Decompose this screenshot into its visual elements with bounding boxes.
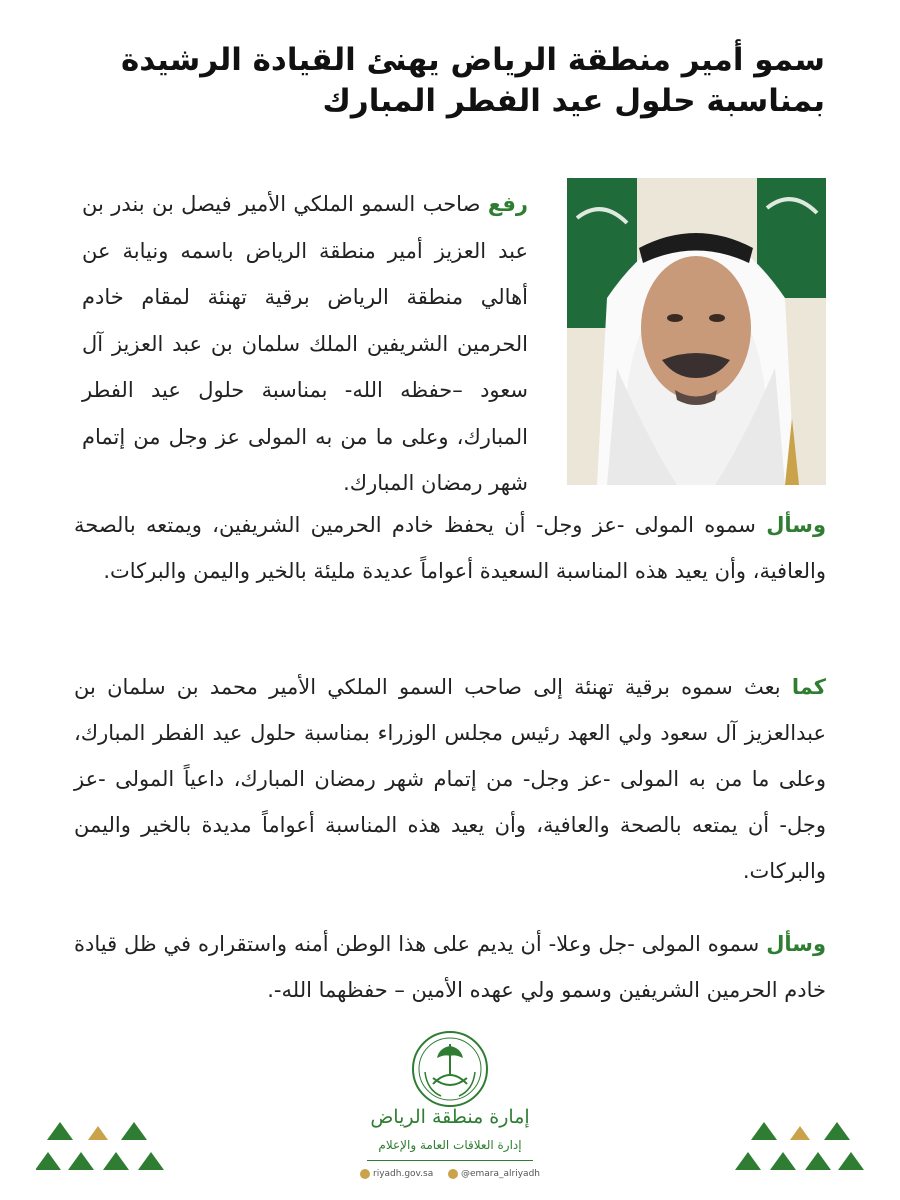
triangle-shape xyxy=(805,1152,831,1170)
triangle-shape xyxy=(824,1122,850,1140)
paragraph-text: صاحب السمو الملكي الأمير فيصل بن بندر بن عبد العزيز أمير منطقة الرياض باسمه ونيابة عن أهالي منطقة الرياض برقية تهنئة لمقام خادم الحرمين الشريفين الملك سلمان بن عبد العزيز آل سعود –حفظه الله- بمناسبة حلول عيد الفطر المبارك، وعلى ما من به المولى عز وجل من إتمام شهر رمضان المبارك. xyxy=(82,192,528,495)
triangle-shape xyxy=(751,1122,777,1140)
globe-icon xyxy=(360,1169,370,1179)
triangle-shape xyxy=(121,1122,147,1140)
triangle-shape xyxy=(68,1152,94,1170)
paragraph-2 xyxy=(74,502,826,594)
paragraph-lead: كما xyxy=(791,675,826,699)
paragraph-lead: وسأل xyxy=(766,932,826,956)
social-handle-text: @emara_alriyadh xyxy=(460,1169,540,1179)
triangle-shape xyxy=(770,1152,796,1170)
social-contact[interactable] xyxy=(448,1169,540,1179)
triangle-shape xyxy=(735,1152,761,1170)
paragraph-lead: وسأل xyxy=(766,513,826,537)
paragraph-text: بعث سموه برقية تهنئة إلى صاحب السمو الملكي الأمير محمد بن سلمان بن عبدالعزيز آل سعود ولي العهد رئيس مجلس الوزراء بمناسبة حلول عيد الفطر المبارك، وعلى ما من به المولى -عز وجل- من إتمام شهر رمضان المبارك، داعياً المولى -عز وجل- أن يمتعه بالصحة والعافية، وأن يعيد هذه المناسبة أعواماً مديدة بالخير واليمن والبركات. xyxy=(74,675,826,883)
triangle-shape xyxy=(838,1152,864,1170)
website-text: riyadh.gov.sa xyxy=(373,1169,434,1179)
headline: سمو أمير منطقة الرياض يهنئ القيادة الرشيدة بمناسبة حلول عيد الفطر المبارك xyxy=(120,42,825,119)
logo-name: إمارة منطقة الرياض xyxy=(370,1106,530,1128)
paragraph-1 xyxy=(82,181,528,507)
social-icon xyxy=(448,1169,458,1179)
triangle-pattern-right xyxy=(734,1120,864,1172)
paragraph-lead: رفع xyxy=(487,192,528,216)
triangle-shape xyxy=(103,1152,129,1170)
portrait-illustration xyxy=(567,178,826,485)
triangle-shape xyxy=(790,1126,810,1140)
triangle-shape xyxy=(47,1122,73,1140)
footer-divider xyxy=(367,1160,533,1161)
triangle-shape xyxy=(88,1126,108,1140)
triangle-shape xyxy=(138,1152,164,1170)
emblem-icon xyxy=(411,1030,489,1108)
portrait-photo xyxy=(567,178,826,485)
footer-contacts xyxy=(360,1166,540,1182)
website-contact[interactable] xyxy=(360,1169,433,1179)
triangle-shape xyxy=(36,1152,61,1170)
triangle-pattern-left xyxy=(36,1120,166,1172)
paragraph-3 xyxy=(74,664,826,894)
department-name: إدارة العلاقات العامة والإعلام xyxy=(378,1138,522,1152)
paragraph-text: سموه المولى -جل وعلا- أن يديم على هذا الوطن أمنه واستقراره في ظل قيادة خادم الحرمين الشريفين وسمو ولي عهده الأمين – حفظهما الله-. xyxy=(74,932,826,1002)
paragraph-text: سموه المولى -عز وجل- أن يحفظ خادم الحرمين الشريفين، ويمتعه بالصحة والعافية، وأن يعيد هذه المناسبة السعيدة أعواماً عديدة مليئة بالخير واليمن والبركات. xyxy=(74,513,826,583)
paragraph-4 xyxy=(74,921,826,1013)
